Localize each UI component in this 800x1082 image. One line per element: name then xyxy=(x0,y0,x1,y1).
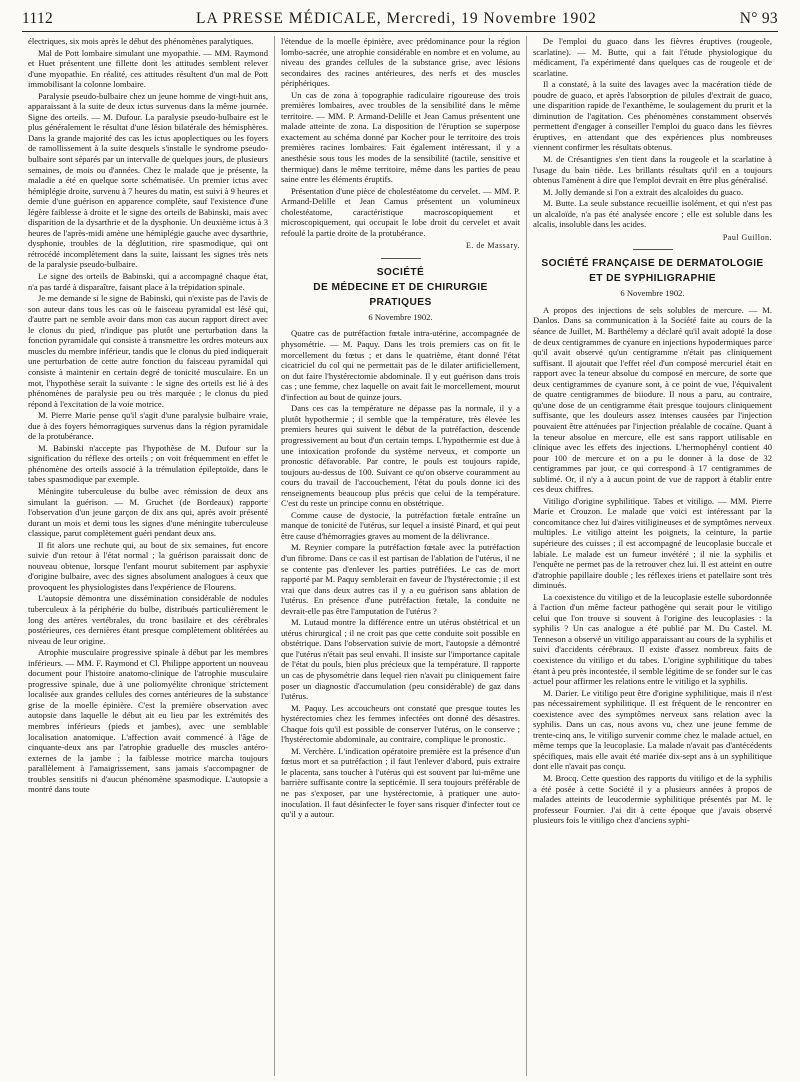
paragraph: Le signe des orteils de Babinski, qui a accompagné chaque état, n'a pas tardé à disparaître, faisant place à la trépidation spinale. xyxy=(28,271,268,292)
divider xyxy=(633,249,673,250)
society-heading-line: DE MÉDECINE ET DE CHIRURGIE PRATIQUES xyxy=(313,281,488,308)
paragraph: M. Verchère. L'indication opératoire première est la présence d'un fœtus mort et sa putréfaction ; il faut l'enlever d'abord, puis extraire le placenta, sans toucher à l'utérus qui est souvent par lui-même une barrière suffisante contre la septicémie. Il sera toujours préférable de ne pas s'exposer, par une hystérectomie, à pratiquer une auto-inoculation. Il faut désinfecter le foyer sans risquer d'infecter tout ce qu'il y a autour. xyxy=(281,745,520,820)
paragraph: Paralysie pseudo-bulbaire chez un jeune homme de vingt-huit ans, apparaissant à la suite de deux ictus survenus dans la même journée. Signe des orteils. — M. Dufour. La paralysie pseudo-bulbaire est le plus généralement le résultat d'une lésion bilatérale des hémisphères. Dans la grande majorité des cas les ictus apoplectiques ou les foyers de ramollissement à la suite desquels s'installe le syndrome pseudo-bulbaire sont séparés par un intervalle de quelques jours, de plusieurs semaines, de mois ou d'années. Chez le malade que je présente, la maladie a été en quelque sorte schématisée. Un premier ictus avec hémiplégie droite, survenu à 7 heures du matin, est suivi à 9 heures et demie d'une guérison en apparence complète, sauf l'existence d'une légère faiblesse à droite et le signe des orteils de Babinski, mais avec disparition de la dysarthrie et de la dysphonie. Un deuxième ictus à 3 heures de l'après-midi amène une hémiplégie gauche avec dysarthrie, dysphonie, troubles de la déglutition, rire spasmodique, qui ont rétrocédé incomplètement dans la suite, laissant les signes très nets de la paralysie pseudo-bulbaire. xyxy=(28,90,268,270)
society-heading xyxy=(281,265,520,310)
paragraph: M. Butte. La seule substance recueillie isolément, et qui n'est pas un alcaloïde, n'a pas été analysée encore ; elle est soluble dans les alcalis, insoluble dans les acides. xyxy=(533,198,772,230)
society-heading-line: SOCIÉTÉ FRANÇAISE DE DERMATOLOGIE xyxy=(541,258,764,270)
paragraph: Comme cause de dystocie, la putréfaction fœtale entraîne un manque de tonicité de l'utérus, sur lequel a insisté Pinard, et qui peut être cause d'hémorragies graves au moment de la délivrance. xyxy=(281,509,520,541)
paragraph: Méningite tuberculeuse du bulbe avec rémission de deux ans simulant la guérison. — M. Gruchet (de Bordeaux) rapporte l'observation d'un jeune garçon de dix ans qui, après avoir présenté durant un mois et demi tous les signes d'une méningite tuberculeuse classique, parut complètement guéri pendant deux ans. xyxy=(28,485,268,539)
paragraph: Je me demande si le signe de Babinski, qui n'existe pas de l'avis de son auteur dans tous les cas où le faisceau pyramidal est lésé qui, d'autre part ne semble avoir dans mon cas aucun rapport direct avec le clonus du pied, n'indique pas plutôt une perturbation dans la fonction pyramidale qui consiste à transmettre les ordres moteurs aux muscles du membre inférieur, tandis que le clonus du pied indiquerait une perturbation de cette autre fonction du faisceau pyramidal qui consiste à maintenir en certain degré de tonicité musculaire. En un mot, l'hypothèse serait la suivante : le signe des orteils est lié à des phénomènes de paralysie peu ou très marquée ; le clonus du pied répond à l'excitation de la voie motrice. xyxy=(28,293,268,409)
paragraph: Un cas de zona à topographie radiculaire rigoureuse des trois premières lombaires, avec troubles de la sensibilité dans le même territoire. — MM. P. Armand-Delille et Jean Camus présentent une malade atteinte de zona. La disposition de l'éruption se superpose exactement au schéma donné par Kocher pour le territoire des trois premières racines lombaires. Fait également intéressant, il y a anesthésie sous tous les modes de la sensibilité (tactile, sensitive et thermique) dans le même territoire, même dans les parties de peau saine entre les éléments éruptifs. xyxy=(281,89,520,185)
column-3 xyxy=(526,36,778,1076)
signature: E. de Massary. xyxy=(465,241,520,251)
paragraph: A propos des injections de sels solubles de mercure. — M. Danlos. Dans sa communication à la Société faite au cours de la séance de Juillet, M. Barthélemy a déclaré qu'il avait adopté la dose de deux centigrammes de cyanure en injections hypodermiques parce qu'il avait observé qu'un centigramme n'était pas cliniquement suffisant. Il ajoutait que l'effet réel d'un composé mercuriel était en rapport avec la teneur absolue du composé en mercure, de sorte que deux centigrammes de cyanure sont, à ce point de vue, l'équivalent de quatre centigrammes de biiodure. Il nous a paru, au contraire, qu'une dose de un centigramme était presque toujours cliniquement suffisante, que les douleurs assez intenses causées par l'injection pouvaient être atténuées par l'injection préalable de cocaïne. Quant à la teneur absolue en mercure, elle est sans rapport utilisable en clinique avec les effets des injections. L'hermophényl contient 40 pour 100 de mercure et on a pu le donner à la dose de 32 centigrammes par jour, ce qui correspond à 17 centigrammes de sublimé. Or, il n'y a à aucun point de vue de rapport à établir entre ces deux chiffres. xyxy=(533,304,772,495)
header-rule xyxy=(22,31,778,32)
paragraph: M. Paquy. Les accoucheurs ont constaté que presque toutes les hystérectomies chez les femmes infectées ont donné des désastres. Chaque fois qu'il est possible de conserver l'utérus, on le conserve ; l'hystérectomie abdominale, au contraire, complique le pronostic. xyxy=(281,702,520,745)
paragraph: Il fit alors une rechute qui, au bout de six semaines, fut encore suivie d'un retour à l'état normal ; la guérison paraissait donc de nouveau obtenue, lorsque l'enfant mourut subitement par asphyxie d'origine bulbaire, avec des signes absolument analogues à ceux que provoquent les physiologistes dans l'expérience de Flourens. xyxy=(28,539,268,592)
paragraph: M. Brocq. Cette question des rapports du vitiligo et de la syphilis a été posée à cette Société il y a plusieurs années à propos de malades atteints de leucodermie syphilitique présentés par M. le professeur Fournier. J'ai dit à cette époque que j'avais observé plusieurs fois le vitiligo chez d'anciens syphi- xyxy=(533,773,772,826)
divider xyxy=(381,258,421,259)
journal-title: LA PRESSE MÉDICALE, Mercredi, 19 Novembre 1902 xyxy=(196,10,597,27)
paragraph: L'autopsie démontra une dissémination considérable de nodules tuberculeux à la périphérie du bulbe, distribués particulièrement le long des artères vertébrales, du tronc basilaire et des cérébrales postérieures, ces dernières étant presque complètement oblitérées au niveau de leur origine. xyxy=(28,593,268,646)
paragraph: Il a constaté, à la suite des lavages avec la macération tiède de poudre de guaco, et après l'absorption de pilules d'extrait de guaco, une disparition rapide de l'exanthème, le soulagement du prurit et la diminution de l'agitation. Ces phénomènes constamment observés permettent d'engager à conseiller l'emploi du guaco dans les fièvres éruptives, en attendant que des expériences plus nombreuses viennent confirmer les résultats obtenus. xyxy=(533,79,772,153)
paragraph: Mal de Pott lombaire simulant une myopathie. — MM. Raymond et Huet présentent une fillette dont les attitudes semblent relever d'une myopathie. En réalité, ces attitudes résultent d'un mal de Pott immobilisant la colonne lombaire. xyxy=(28,47,268,90)
paragraph: M. de Crésantignes s'en tient dans la rougeole et la scarlatine à l'usage du bain tiède. Les brillants résultats qu'il en a toujours obtenus l'amènent à dire que l'emploi devrait en être plus généralisé. xyxy=(533,154,772,186)
paragraph: M. Darier. Le vitiligo peut être d'origine syphilitique, mais il n'est pas nécessairement syphilitique. Il est fréquent de le rencontrer en coexistence avec des symptômes nerveux sans relation avec la syphilis. Dans un cas, nous avons vu, chez une jeune femme de trente-cinq ans, le vitiligo survenir comme chez le malade actuel, en même temps que la leucoplasie. La malade n'avait pas d'antécédents spécifiques, mais elle avait été mariée dix-sept ans à un syphilitique dont elle n'avait pas conçu. xyxy=(533,687,772,772)
paragraph: Atrophie musculaire progressive spinale à début par les membres inférieurs. — MM. F. Raymond et Cl. Philippe apportent un nouveau document pour l'histoire anatomo-clinique de l'atrophie musculaire progressive spinale, due à une poliomyélite chronique strictement localisée aux grandes cellules des cornes antérieures de la substance grise de la moelle épinière. C'est la première observation avec autopsie dans laquelle le début ait eu lieu par les extrémités des membres inférieurs (pieds et jambes), avec une semblable localisation anatomique. L'affection avait commencé à l'âge de cinquante-deux ans par l'atrophie graduelle des muscles antéro-externes de la jambe ; la faiblesse motrice marcha toujours parallèlement à l'amaigrissement, sans jamais s'accompagner de troubles sensitifs ni d'aucun phénomène spasmodique. L'autopsie a montré dans toute xyxy=(28,647,268,795)
column-2 xyxy=(274,36,526,1076)
paragraph: M. Jolly demande si l'on a extrait des alcaloïdes du guaco. xyxy=(543,186,744,197)
issue-number: N° 93 xyxy=(739,10,778,27)
session-date: 6 Novembre 1902. xyxy=(620,288,685,299)
paragraph: l'étendue de la moelle épinière, avec prédominance pour la région lombo-sacrée, une atrophie considérable en nombre et en volume, au niveau des grandes cellules de la substance grise, avec lésions secondaires des racines antérieures, des nerfs et des muscles périphériques. xyxy=(281,36,520,89)
paragraph: M. Reynier compare la putréfaction fœtale avec la putréfaction d'un fibrome. Dans ce cas il est partisan de l'ablation de l'utérus, il ne se contente pas d'enlever les parties putréfiées. Le cas de mort rapporté par M. Paquy semblerait en faveur de l'hystérectomie ; il est vrai que dans deux autres cas il y a eu guérison sans ablation de l'utérus. En présence d'une putréfaction fœtale, la conduite ne devrait-elle pas être l'amputation de l'utérus ? xyxy=(281,542,520,616)
paragraph: M. Pierre Marie pense qu'il s'agit d'une paralysie bulbaire vraie, due à des foyers hémorragiques survenus dans la région pyramidale de la protubérance. xyxy=(28,410,268,442)
paragraph: La coexistence du vitiligo et de la leucoplasie estelle subordonnée à l'action d'un même facteur pathogène qui serait pour le vitiligo celui que l'on trouve si souvent à l'origine des leucoplasies : la syphilis ? Un cas analogue a été publié par M. Du Castel. M. Tenneson a observé un vitiligo apparaissant au cours de la syphilis et suivi d'accidents cérébraux. Il existe d'assez nombreux faits de coexistence du vitiligo et du tabes. L'origine syphilitique du tabes étant à peu près incontestée, il semble légitime de se fonder sur le cas actuel pour affirmer les relations entre le vitiligo et la syphilis. xyxy=(533,591,772,687)
paragraph: M. Babinski n'accepte pas l'hypothèse de M. Dufour sur la signification du réflexe des orteils ; on voit fréquemment en effet le phénomène des orteils associé à la trémulation épileptoïde, dans le tabes spasmodique par exemple. xyxy=(28,442,268,485)
paragraph: Vitiligo d'origine syphilitique. Tabes et vitiligo. — MM. Pierre Marie et Crouzon. Le malade que voici est intéressant par la concomitance chez lui d'aires vitiligineuses et de symptômes nerveux multiples. Le vitiligo atteint les poignets, la ceinture, la partie supérieure des cuisses ; il est accompagné de leucoplasie buccale et labiale. Le malade est un fumeur invétéré ; il nie la syphilis et l'enquête ne permet pas de la retrouver chez lui. Il est atteint en outre d'atrophie papillaire double ; les réflexes iriens et patellaire sont très diminués. xyxy=(533,495,772,591)
society-heading-line: ET DE SYPHILIGRAPHIE xyxy=(589,273,716,285)
paragraph: Dans ces cas la température ne dépasse pas la normale, il y a plutôt hypothermie ; il semble que la température, très élevée les premiers heures qui suivent le début de la putréfaction, descende progressivement au bout d'un certain temps. L'hypothermie est due à une intoxication profonde du système nerveux, et comporte un pronostic défavorable. Par contre, le pouls est toujours rapide, toujours au-dessus de 100. Suivant ce qu'on observe couramment au cours du travail de l'accouchement, l'état du pouls donne ici des renseignements beaucoup plus précis que celui de la température. C'est du reste un principe connu en obstétrique. xyxy=(281,403,520,509)
society-heading-line: SOCIÉTÉ xyxy=(376,266,425,278)
paragraph: Présentation d'une pièce de cholestéatome du cervelet. — MM. P. Armand-Delille et Jean Camus présentent un volumineux cholestéatome, caractéristique macroscopiquement et microscopiquement, qui occupait le lobe droit du cervelet et avait refoulé la partie droite de la protubérance. xyxy=(281,185,520,238)
session-date: 6 Novembre 1902. xyxy=(368,311,433,322)
page-header xyxy=(22,10,778,28)
paragraph: De l'emploi du guaco dans les fièvres éruptives (rougeole, scarlatine). — M. Butte, qui a fait l'étude physiologique du médicament, l'a expérimenté dans quelques cas de rougeole et de scarlatine. xyxy=(533,36,772,78)
society-heading xyxy=(533,256,772,286)
signature: Paul Guillon. xyxy=(722,232,772,242)
paragraph: Quatre cas de putréfaction fœtale intra-utérine, accompagnée de physométrie. — M. Paquy. Dans les trois premiers cas on fit le morcellement du fœtus ; et dans le quatrième, étant donné l'état cicatriciel du col qui ne permettait pas de le dilater artificiellement, on dut faire l'hystérectomie abdominale. Il y eut guérison dans trois cas ; une femme, chez laquelle on avait fait le morcellement, mourut d'infection au bout de quinze jours. xyxy=(281,328,520,402)
paragraph: électriques, six mois après le début des phénomènes paralytiques. xyxy=(28,36,254,46)
paragraph: M. Lutaud montre la différence entre un utérus obstétrical et un utérus chirurgical ; il ne croit pas que cette conduite soit possible en obstétrique. Dans l'observation suivie de mort, l'autopsie a démontré que l'utérus n'était pas seul envahi. Il insiste sur l'importance capitale de l'état du pouls, bien plus précieux que la température. Il rapporte un cas de physométrie dans lequel rien n'avait pu cliniquement faire poser un diagnostic d'accumulation (peu considérable) de gaz dans l'utérus. xyxy=(281,617,520,702)
columns xyxy=(22,36,778,1076)
column-1 xyxy=(22,36,274,1076)
page-number: 1112 xyxy=(22,10,54,27)
